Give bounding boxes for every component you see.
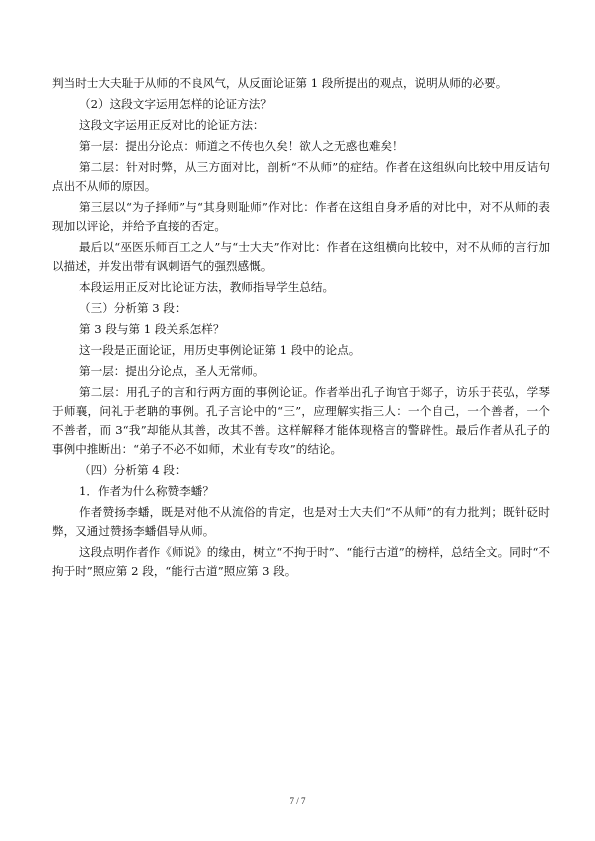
paragraph: 判当时士大夫耻于从师的不良风气，从反面论证第 1 段所提出的观点，说明从师的必要。	[52, 76, 508, 90]
paragraph: 最后以“巫医乐师百工之人”与“士大夫”作对比：作者在这组横向比较中，对不从师的言行加以描述，并发出带有讽刺语气的强烈感慨。	[52, 240, 550, 273]
paragraph: 第三层以“为子择师”与“其身则耻师”作对比：作者在这组自身矛盾的对比中，对不从师的表现加以评论，并给予直接的否定。	[52, 200, 550, 233]
paragraph: 这一段是正面论证，用历史事例论证第 1 段中的论点。	[79, 343, 361, 357]
paragraph: 作者赞扬李蟠，既是对他不从流俗的肯定，也是对士大夫们“不从师”的有力批判；既针砭时弊，又通过赞扬李蟠倡导从师。	[52, 505, 550, 538]
paragraph: 第一层：提出分论点：师道之不传也久矣！欲人之无惑也难矣！	[79, 139, 404, 153]
paragraph: （2）这段文字运用怎样的论证方法？	[79, 97, 272, 111]
paragraph: 1．作者为什么称赞李蟠？	[79, 484, 214, 498]
paragraph: 第二层：针对时弊，从三方面对比，剖析“不从师”的症结。作者在这组纵向比较中用反诘句点出不从师的原因。	[52, 160, 550, 193]
paragraph: （四）分析第 4 段：	[79, 463, 187, 477]
paragraph: 第二层：用孔子的言和行两方面的事例论证。作者举出孔子询官于郯子，访乐于苌弘，学琴于师襄，问礼于老聃的事例。孔子言论中的“三”，应理解实指三人：一个自己，一个善者，一个不善者，而 3“我”却能从其善，改其不善。这样解释才能体现格言的警辟性。最后作者从孔子的事例中推断出：“弟子不必不如师，术业有专攻”的结论。	[52, 385, 550, 456]
paragraph: 这段文字运用正反对比的论证方法：	[79, 118, 265, 132]
paragraph: 第一层：提出分论点，圣人无常师。	[79, 364, 265, 378]
paragraph: 本段运用正反对比论证方法，教师指导学生总结。	[79, 280, 335, 294]
page-number: 7 / 7	[289, 796, 306, 806]
document-body	[52, 74, 550, 583]
paragraph: 第 3 段与第 1 段关系怎样？	[79, 322, 225, 336]
paragraph: 这段点明作者作《师说》的缘由，树立“不拘于时”、“能行古道”的榜样，总结全文。同时“不拘于时”照应第 2 段，“能行古道”照应第 3 段。	[52, 545, 550, 578]
paragraph: （三）分析第 3 段：	[79, 301, 187, 315]
